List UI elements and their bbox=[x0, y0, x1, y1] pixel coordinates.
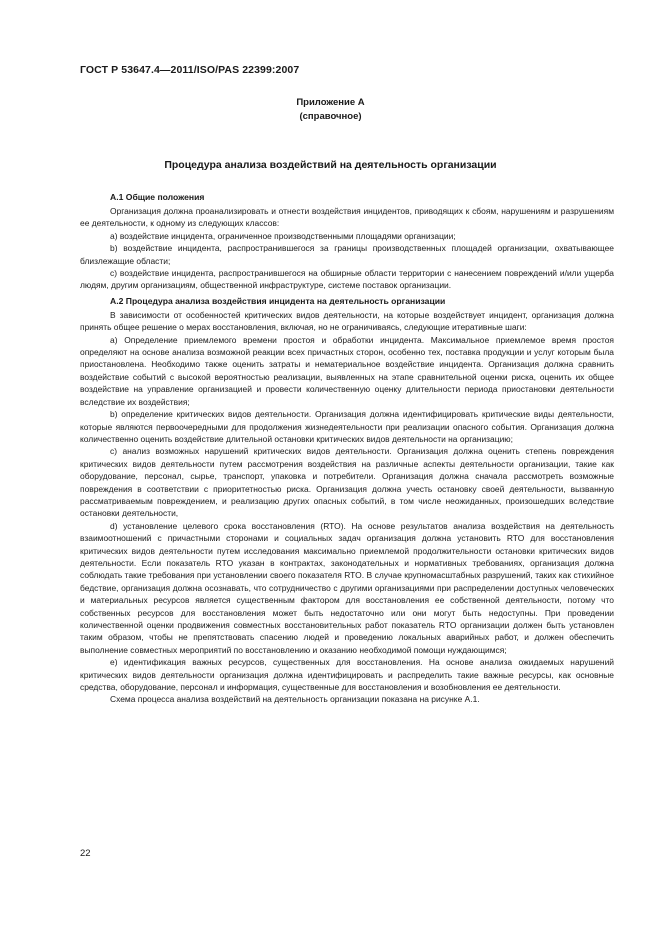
annex-title: Процедура анализа воздействий на деятельность организации bbox=[164, 159, 497, 171]
standard-designation: ГОСТ Р 53647.4—2011/ISO/PAS 22399:2007 bbox=[80, 64, 300, 76]
list-item: а) воздействие инцидента, ограниченное производственными площадями организации; bbox=[110, 230, 456, 241]
list-item: а) Определение приемлемого времени простоя и обработки инцидента. Максимальное приемлемое время простоя определяют на основе анализа возможной реакции всех причастных сторон, особенно тех, поставка продукции и услуг которым была приостановлена. Необходимо также оценить затраты и нематериальное воздействие инцидента. Организация должна сравнить воздействие событий с высокой вероятностью реализации, выявленных на этапе сравнительной оценки риска, оценить их общее воздействие на управление организацией и провести количественную оценку длительности периода приостановки деятельности вследствие их воздействия; bbox=[80, 334, 614, 407]
page-number: 22 bbox=[80, 848, 91, 859]
list-item: b) воздействие инцидента, распространившегося за границы производственных площадей организации, охватывающее близлежащие области; bbox=[80, 243, 614, 266]
list-item: c) анализ возможных нарушений критических видов деятельности. Организация должна оценить степень повреждения критических видов деятельности путем рассмотрения воздействия на различные аспекты деятельности организации, такие как оборудование, персонал, сырье, транспорт, упаковка и потребители. Организация должна сначала рассмотреть возможные повреждения в соответствии с приоритетностью риска. Организация должна учесть остановку своей деятельности, вызванную рассматриваемым повреждением, и реализацию других опасных событий, в том числе неожиданных, произошедших вследствие остановки деятельности, bbox=[80, 446, 614, 519]
annex-type: (справочное) bbox=[299, 111, 362, 122]
document-body bbox=[80, 191, 614, 706]
list-item: c) воздействие инцидента, распространившегося на обширные области территории с нанесением повреждений и/или ущерба людям, другим организациям, общественной инфраструктуре, системе поставок организации. bbox=[80, 268, 614, 291]
list-item: e) идентификация важных ресурсов, существенных для восстановления. На основе анализа ожидаемых нарушений критических видов деятельности организация должна идентифицировать и распределить такие важные ресурсы, как основные средства, оборудование, персонал и информация, существенные для восстановления и возобновления ее деятельности. bbox=[80, 657, 614, 693]
list-item: d) установление целевого срока восстановления (RTO). На основе результатов анализа воздействия на деятельность взаимоотношений с причастными сторонами и социальных задач организация должна установить RTO для восстановления критических видов деятельности путем исследования максимально приемлемой продолжительности остановки критических видов деятельности. Если показатель RTO указан в контрактах, законодательных и нормативных требованиях, организация должна соблюдать такие требования при установлении своего показателя RTO. В случае крупномасштабных разрушений, таких как стихийное бедствие, организация должна осознавать, что сотрудничество с другими организациями при распределении доступных человеческих и материальных ресурсов является существенным фактором для восстановления ее собственной деятельности, потому что собственных ресурсов для восстановления может быть недостаточно или они могут быть недоступны. При проведении количественной оценки продвижения совместных восстановительных работ показатель RTO организации должен быть установлен таким образом, чтобы не препятствовать спасению людей и проведению локальных аварийных работ, и должен обеспечить выполнение совместных мероприятий по восстановлению и оказанию необходимой помощи нуждающимся; bbox=[80, 520, 614, 655]
paragraph: В зависимости от особенностей критических видов деятельности, на которые воздействует инцидент, организация должна принять общее решение о мерах восстановления, включая, но не ограничиваясь, следующие итеративные шаги: bbox=[80, 309, 614, 333]
section-heading-a1: А.1 Общие положения bbox=[110, 192, 205, 202]
annex-label-block bbox=[0, 96, 661, 124]
section-heading-a2: А.2 Процедура анализа воздействия инцидента на деятельность организации bbox=[110, 295, 446, 306]
list-item: b) определение критических видов деятельности. Организация должна идентифицировать критические виды деятельности, которые являются первоочередными для продолжения жизнедеятельности при реализации опасного события. Организация должна количественно оценить воздействие длительной остановки критических видов деятельности на организацию; bbox=[80, 409, 614, 444]
annex-label: Приложение А bbox=[296, 97, 365, 108]
paragraph: Схема процесса анализа воздействий на деятельность организации показана на рисунке А.1. bbox=[110, 694, 480, 705]
paragraph: Организация должна проанализировать и отнести воздействия инцидентов, приводящих к сбоям, нарушениям и разрушениям ее деятельности, к одному из следующих классов: bbox=[80, 206, 614, 229]
